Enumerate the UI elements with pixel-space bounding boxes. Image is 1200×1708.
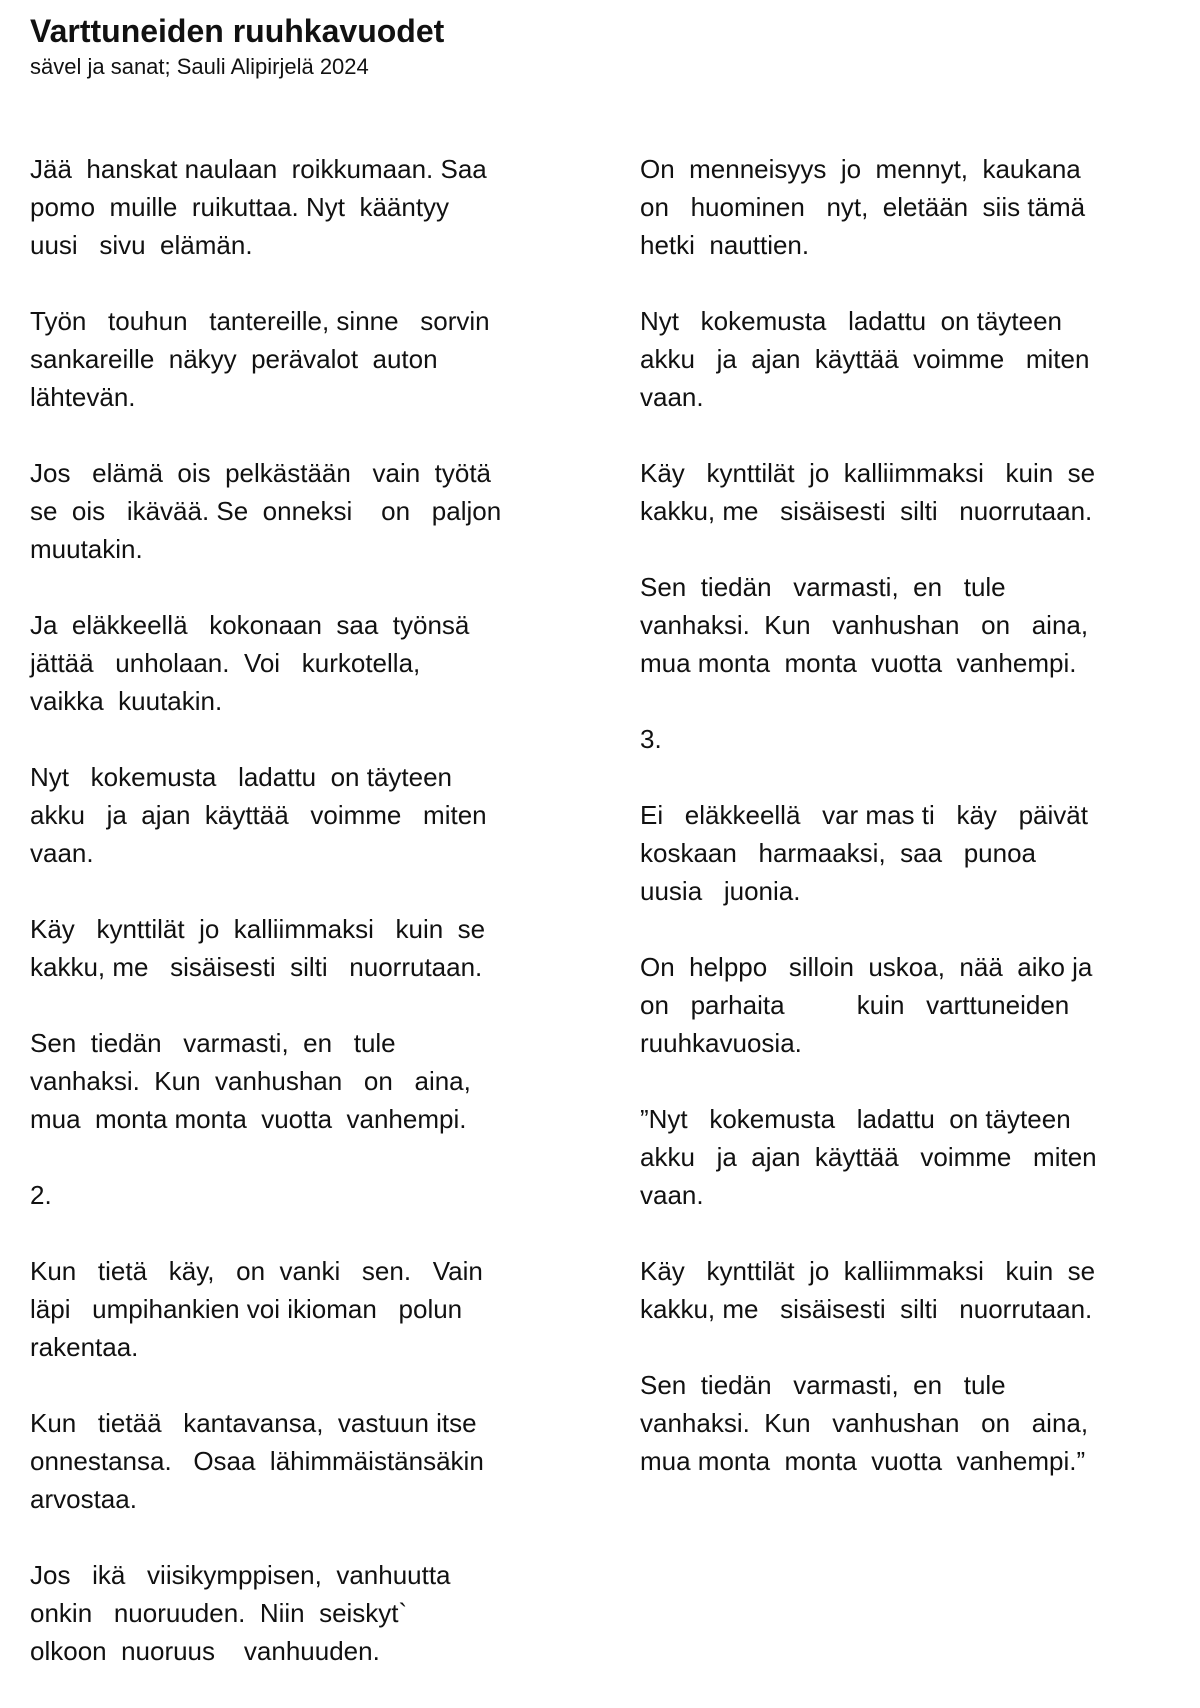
lyric-line: hetki nauttien. [640, 230, 810, 260]
lyric-line: Käy kynttilät jo kalliimmaksi kuin se [640, 1256, 1096, 1286]
lyric-line: vaan. [30, 838, 94, 868]
stanza [30, 454, 570, 568]
lyric-line: jättää unholaan. Voi kurkotella, [30, 648, 421, 678]
lyric-line: vanhaksi. Kun vanhushan on aina, [30, 1066, 471, 1096]
lyric-line: akku ja ajan käyttää voimme miten [30, 800, 487, 830]
lyric-line: Nyt kokemusta ladattu on täyteen [640, 306, 1063, 336]
stanza [30, 910, 570, 986]
song-title: Varttuneiden ruuhkavuodet [30, 13, 445, 49]
lyric-line: vaan. [640, 1180, 704, 1210]
lyric-line: lähtevän. [30, 382, 136, 412]
stanza [30, 606, 570, 720]
lyric-line: kakku, me sisäisesti silti nuorrutaan. [640, 496, 1093, 526]
stanza [640, 454, 1180, 530]
song-credits: sävel ja sanat; Sauli Alipirjelä 2024 [30, 54, 369, 79]
lyric-line: Sen tiedän varmasti, en tule [640, 572, 1006, 602]
lyric-line: Kun tietää kantavansa, vastuun itse [30, 1408, 477, 1438]
stanza [30, 1404, 570, 1518]
lyric-line: uusia juonia. [640, 876, 801, 906]
stanza [30, 1176, 570, 1214]
lyric-line: ”Nyt kokemusta ladattu on täyteen [640, 1104, 1071, 1134]
lyric-line: vanhaksi. Kun vanhushan on aina, [640, 610, 1089, 640]
lyric-line: on huominen nyt, eletään siis tämä [640, 192, 1086, 222]
lyric-line: akku ja ajan käyttää voimme miten [640, 344, 1090, 374]
lyric-line: 2. [30, 1180, 52, 1210]
lyric-line: Nyt kokemusta ladattu on täyteen [30, 762, 453, 792]
stanza [30, 302, 570, 416]
stanza [640, 1366, 1180, 1480]
stanza [640, 302, 1180, 416]
lyric-line: pomo muille ruikuttaa. Nyt kääntyy [30, 192, 450, 222]
lyric-line: Ei eläkkeellä var mas ti käy päivät [640, 800, 1088, 830]
lyric-line: mua monta monta vuotta vanhempi. [30, 1104, 467, 1134]
stanza [640, 568, 1180, 682]
lyric-line: Sen tiedän varmasti, en tule [640, 1370, 1006, 1400]
lyric-line: Kun tietä käy, on vanki sen. Vain [30, 1256, 483, 1286]
lyric-line: Ja eläkkeellä kokonaan saa työnsä [30, 610, 470, 640]
lyric-line: On menneisyys jo mennyt, kaukana [640, 154, 1081, 184]
stanza [30, 1024, 570, 1138]
lyric-line: Jos ikä viisikymppisen, vanhuutta [30, 1560, 451, 1590]
lyric-line: mua monta monta vuotta vanhempi. [640, 648, 1077, 678]
lyric-line: läpi umpihankien voi ikioman polun [30, 1294, 463, 1324]
lyric-line: sankareille näkyy perävalot auton [30, 344, 438, 374]
stanza [30, 1252, 570, 1366]
song-header [30, 10, 444, 82]
stanza [640, 720, 1180, 758]
lyrics-column-right [640, 150, 1180, 1518]
stanza [640, 1252, 1180, 1328]
stanza [30, 758, 570, 872]
lyric-line: muutakin. [30, 534, 143, 564]
stanza [640, 1100, 1180, 1214]
lyric-line: ruuhkavuosia. [640, 1028, 802, 1058]
stanza [640, 948, 1180, 1062]
lyric-line: Käy kynttilät jo kalliimmaksi kuin se [30, 914, 486, 944]
lyric-line: On helppo silloin uskoa, nää aiko ja [640, 952, 1093, 982]
lyric-line: vaikka kuutakin. [30, 686, 223, 716]
lyric-line: on parhaita kuin varttuneiden [640, 990, 1070, 1020]
stanza [640, 150, 1180, 264]
lyric-line: olkoon nuoruus vanhuuden. [30, 1636, 380, 1666]
stanza [640, 796, 1180, 910]
stanza [30, 150, 570, 264]
lyric-line: vaan. [640, 382, 704, 412]
lyric-line: Jää hanskat naulaan roikkumaan. Saa [30, 154, 487, 184]
lyric-line: onkin nuoruuden. Niin seiskyt` [30, 1598, 408, 1628]
lyric-line: kakku, me sisäisesti silti nuorrutaan. [640, 1294, 1093, 1324]
lyric-line: vanhaksi. Kun vanhushan on aina, [640, 1408, 1089, 1438]
lyric-line: arvostaa. [30, 1484, 137, 1514]
lyric-line: koskaan harmaaksi, saa punoa [640, 838, 1037, 868]
lyric-line: uusi sivu elämän. [30, 230, 253, 260]
lyric-line: kakku, me sisäisesti silti nuorrutaan. [30, 952, 483, 982]
stanza [30, 1556, 570, 1670]
lyric-line: akku ja ajan käyttää voimme miten [640, 1142, 1097, 1172]
lyrics-column-left [30, 150, 570, 1708]
lyric-line: onnestansa. Osaa lähimmäistänsäkin [30, 1446, 484, 1476]
lyric-line: Jos elämä ois pelkästään vain työtä [30, 458, 492, 488]
lyric-line: Sen tiedän varmasti, en tule [30, 1028, 396, 1058]
lyric-line: 3. [640, 724, 662, 754]
lyric-line: se ois ikävää. Se onneksi on paljon [30, 496, 502, 526]
lyric-line: rakentaa. [30, 1332, 139, 1362]
lyric-line: mua monta monta vuotta vanhempi.” [640, 1446, 1086, 1476]
lyric-line: Työn touhun tantereille, sinne sorvin [30, 306, 490, 336]
lyric-line: Käy kynttilät jo kalliimmaksi kuin se [640, 458, 1096, 488]
